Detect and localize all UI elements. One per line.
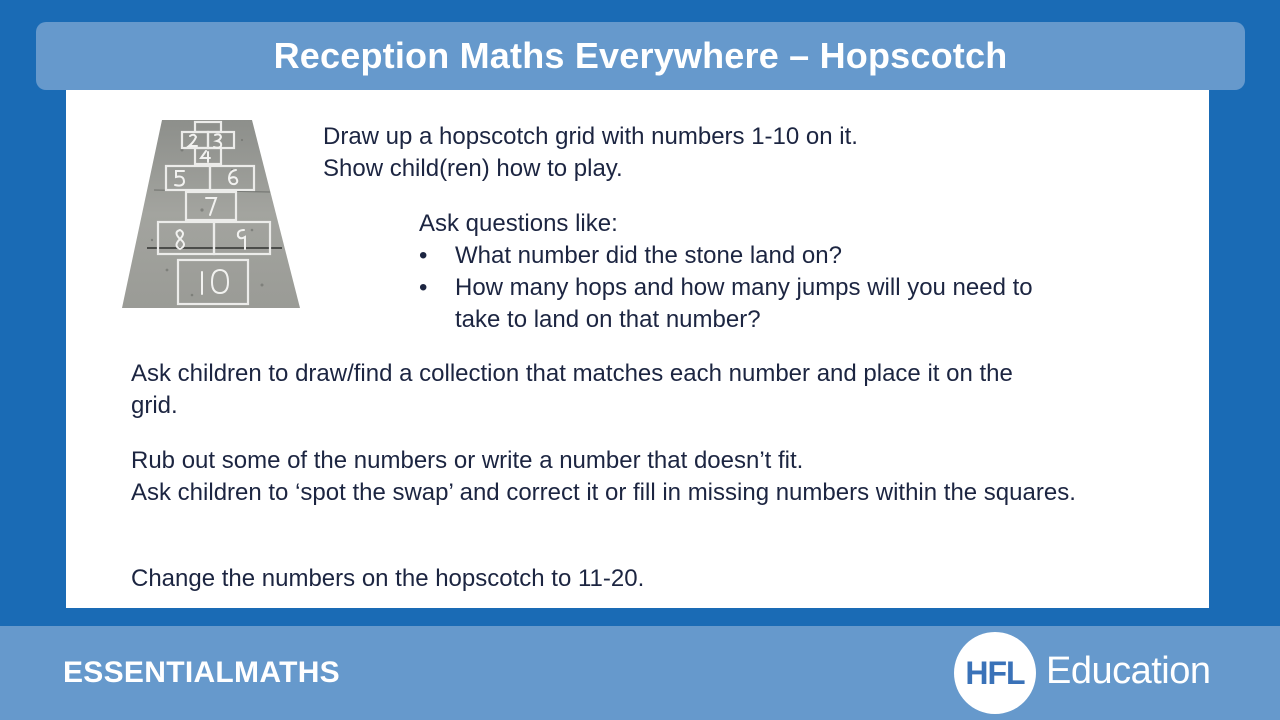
swap-paragraph <box>131 445 1091 509</box>
intro-text <box>323 121 1083 185</box>
intro-line-2: Show child(ren) how to play. <box>323 155 623 182</box>
question-item: • How many hops and how many jumps will you need to take to land on that number? <box>419 272 1059 336</box>
footer-banner <box>0 626 1280 720</box>
hfl-logo-text: HFL <box>965 654 1025 691</box>
question-item: • What number did the stone land on? <box>419 240 1059 272</box>
hfl-education-logo <box>954 632 1214 714</box>
questions-list <box>419 240 1059 336</box>
swap-line-1: Rub out some of the numbers or write a number that doesn’t fit. <box>131 447 804 474</box>
content-panel <box>66 90 1209 608</box>
change-paragraph: Change the numbers on the hopscotch to 11-20. <box>131 565 645 592</box>
slide-title: Reception Maths Everywhere – Hopscotch <box>273 35 1008 76</box>
hfl-logo-word: Education <box>1046 650 1211 692</box>
title-banner <box>36 22 1245 90</box>
collection-paragraph: Ask children to draw/find a collection that matches each number and place it on the grid. <box>131 360 1013 419</box>
essentialmaths-brand: ESSENTIALMATHS <box>63 656 340 689</box>
questions-heading: Ask questions like: <box>419 210 618 237</box>
hopscotch-photo <box>122 120 300 308</box>
questions-block <box>419 208 1059 336</box>
hfl-logo-mark <box>954 632 1036 714</box>
intro-line-1: Draw up a hopscotch grid with numbers 1-10 on it. <box>323 123 858 150</box>
swap-line-2: Ask children to ‘spot the swap’ and correct it or fill in missing numbers within the squares. <box>131 479 1076 506</box>
